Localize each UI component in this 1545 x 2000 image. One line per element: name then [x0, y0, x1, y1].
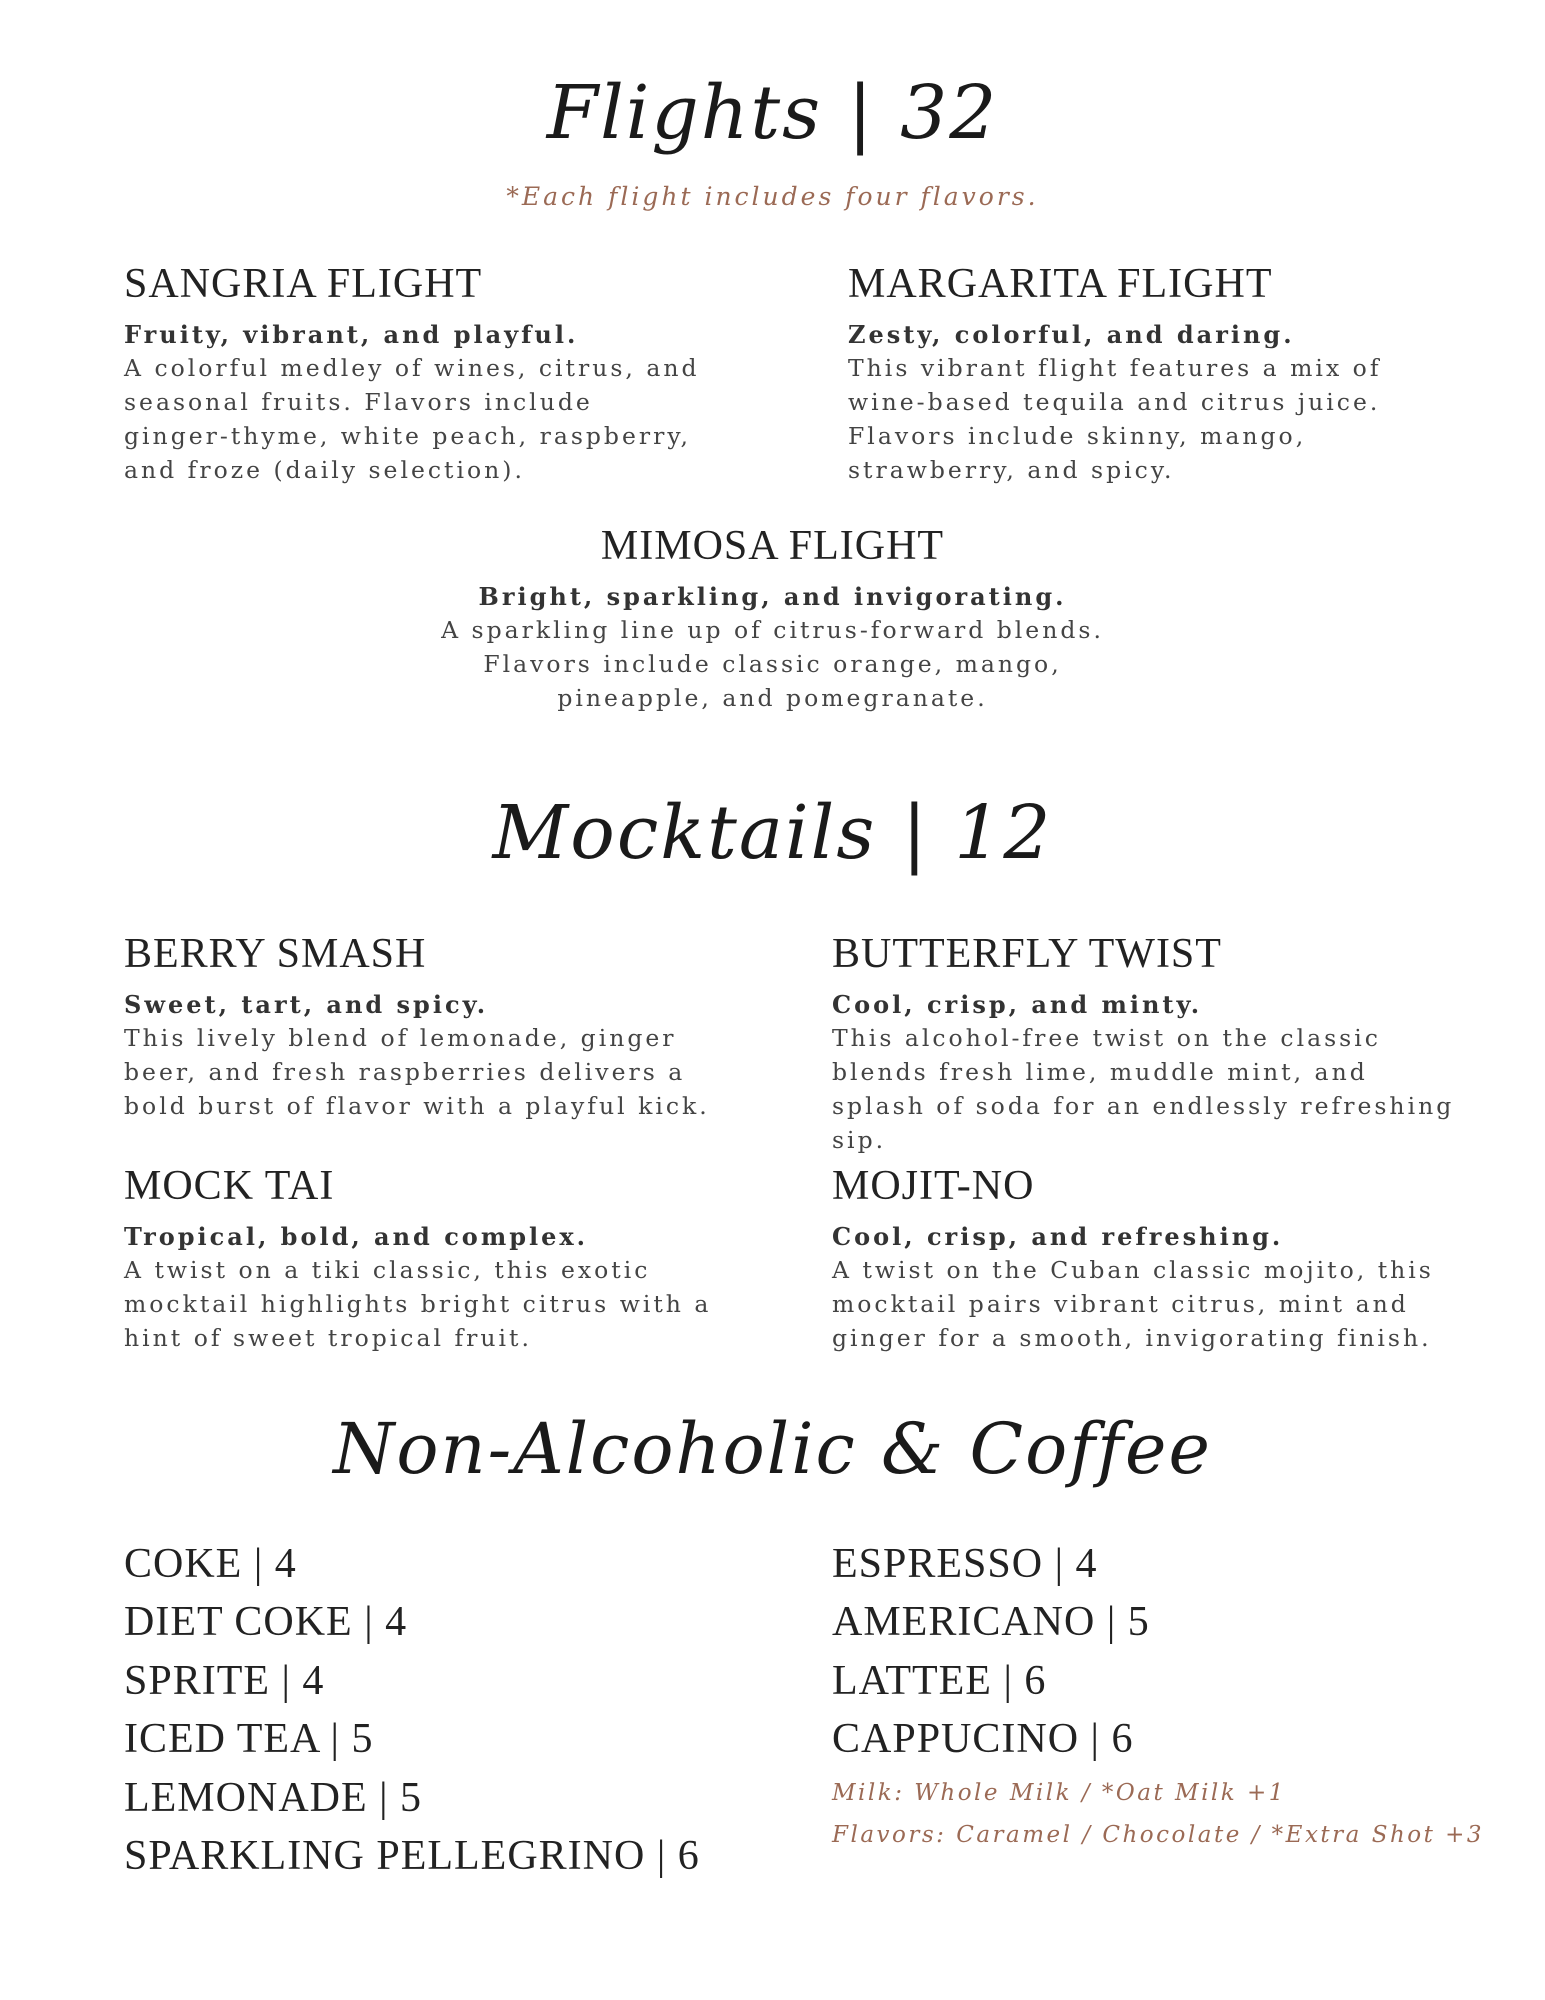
flavor-options: Flavors: Caramel / Chocolate / *Extra Shot +3 [832, 1822, 1485, 1848]
non-alcoholic-heading: Non-Alcoholic & Coffee [333, 1408, 1212, 1490]
item-description: A twist on the Cuban classic mojito, this mocktail pairs vibrant citrus, mint and ginger for a smooth, invigorating finish. [832, 1256, 1434, 1352]
drink-sprite: SPRITE | 4 [124, 1658, 325, 1704]
item-name: MOCK TAI [124, 1163, 335, 1209]
item-description: This lively blend of lemonade, ginger beer, and fresh raspberries delivers a bold burst of flavor with a playful kick. [124, 1024, 710, 1120]
drink-coke: COKE | 4 [124, 1541, 297, 1587]
item-description: This vibrant flight features a mix of wine-based tequila and citrus juice. Flavors include skinny, mango, strawberry, and spicy. [848, 354, 1382, 484]
drink-iced-tea: ICED TEA | 5 [124, 1716, 374, 1762]
flights-note: *Each flight includes four flavors. [506, 182, 1039, 211]
menu-item-margarita-flight [848, 260, 1408, 487]
item-tagline: Zesty, colorful, and daring. [848, 320, 1295, 349]
menu-item-sangria-flight [124, 260, 704, 487]
item-tagline: Cool, crisp, and refreshing. [832, 1222, 1284, 1251]
menu-item-mimosa-flight [410, 522, 1135, 715]
drink-lattee: LATTEE | 6 [832, 1658, 1047, 1704]
mocktails-heading: Mocktails | 12 [492, 790, 1053, 876]
menu-item-mojit-no [832, 1162, 1452, 1355]
drink-diet-coke: DIET COKE | 4 [124, 1599, 408, 1645]
drink-lemonade: LEMONADE | 5 [124, 1775, 423, 1821]
drink-sparkling-pellegrino: SPARKLING PELLEGRINO | 6 [124, 1833, 700, 1879]
item-tagline: Fruity, vibrant, and playful. [124, 320, 579, 349]
milk-options: Milk: Whole Milk / *Oat Milk +1 [832, 1780, 1286, 1806]
item-tagline: Bright, sparkling, and invigorating. [478, 582, 1067, 611]
item-name: SANGRIA FLIGHT [124, 261, 483, 307]
item-name: MIMOSA FLIGHT [600, 523, 945, 569]
drink-espresso: ESPRESSO | 4 [832, 1541, 1098, 1587]
item-tagline: Tropical, bold, and complex. [124, 1222, 589, 1251]
item-name: BUTTERFLY TWIST [832, 931, 1222, 977]
drink-cappucino: CAPPUCINO | 6 [832, 1716, 1134, 1762]
item-description: This alcohol-free twist on the classic blends fresh lime, muddle mint, and splash of soda for an endlessly refreshing sip. [832, 1024, 1455, 1154]
drink-americano: AMERICANO | 5 [832, 1599, 1150, 1645]
menu-item-mock-tai [124, 1162, 724, 1355]
menu-item-berry-smash [124, 930, 724, 1123]
item-name: BERRY SMASH [124, 931, 427, 977]
item-description: A twist on a tiki classic, this exotic mocktail highlights bright citrus with a hint of sweet tropical fruit. [124, 1256, 712, 1352]
item-name: MARGARITA FLIGHT [848, 261, 1273, 307]
menu-item-butterfly-twist [832, 930, 1472, 1157]
item-description: A colorful medley of wines, citrus, and seasonal fruits. Flavors include ginger-thyme, white peach, raspberry, and froze (daily selection). [124, 354, 700, 484]
item-name: MOJIT-NO [832, 1163, 1035, 1209]
item-description: A sparkling line up of citrus-forward blends. Flavors include classic orange, mango, pineapple, and pomegranate. [441, 616, 1104, 712]
item-tagline: Cool, crisp, and minty. [832, 990, 1203, 1019]
item-tagline: Sweet, tart, and spicy. [124, 990, 489, 1019]
flights-heading: Flights | 32 [546, 70, 999, 156]
